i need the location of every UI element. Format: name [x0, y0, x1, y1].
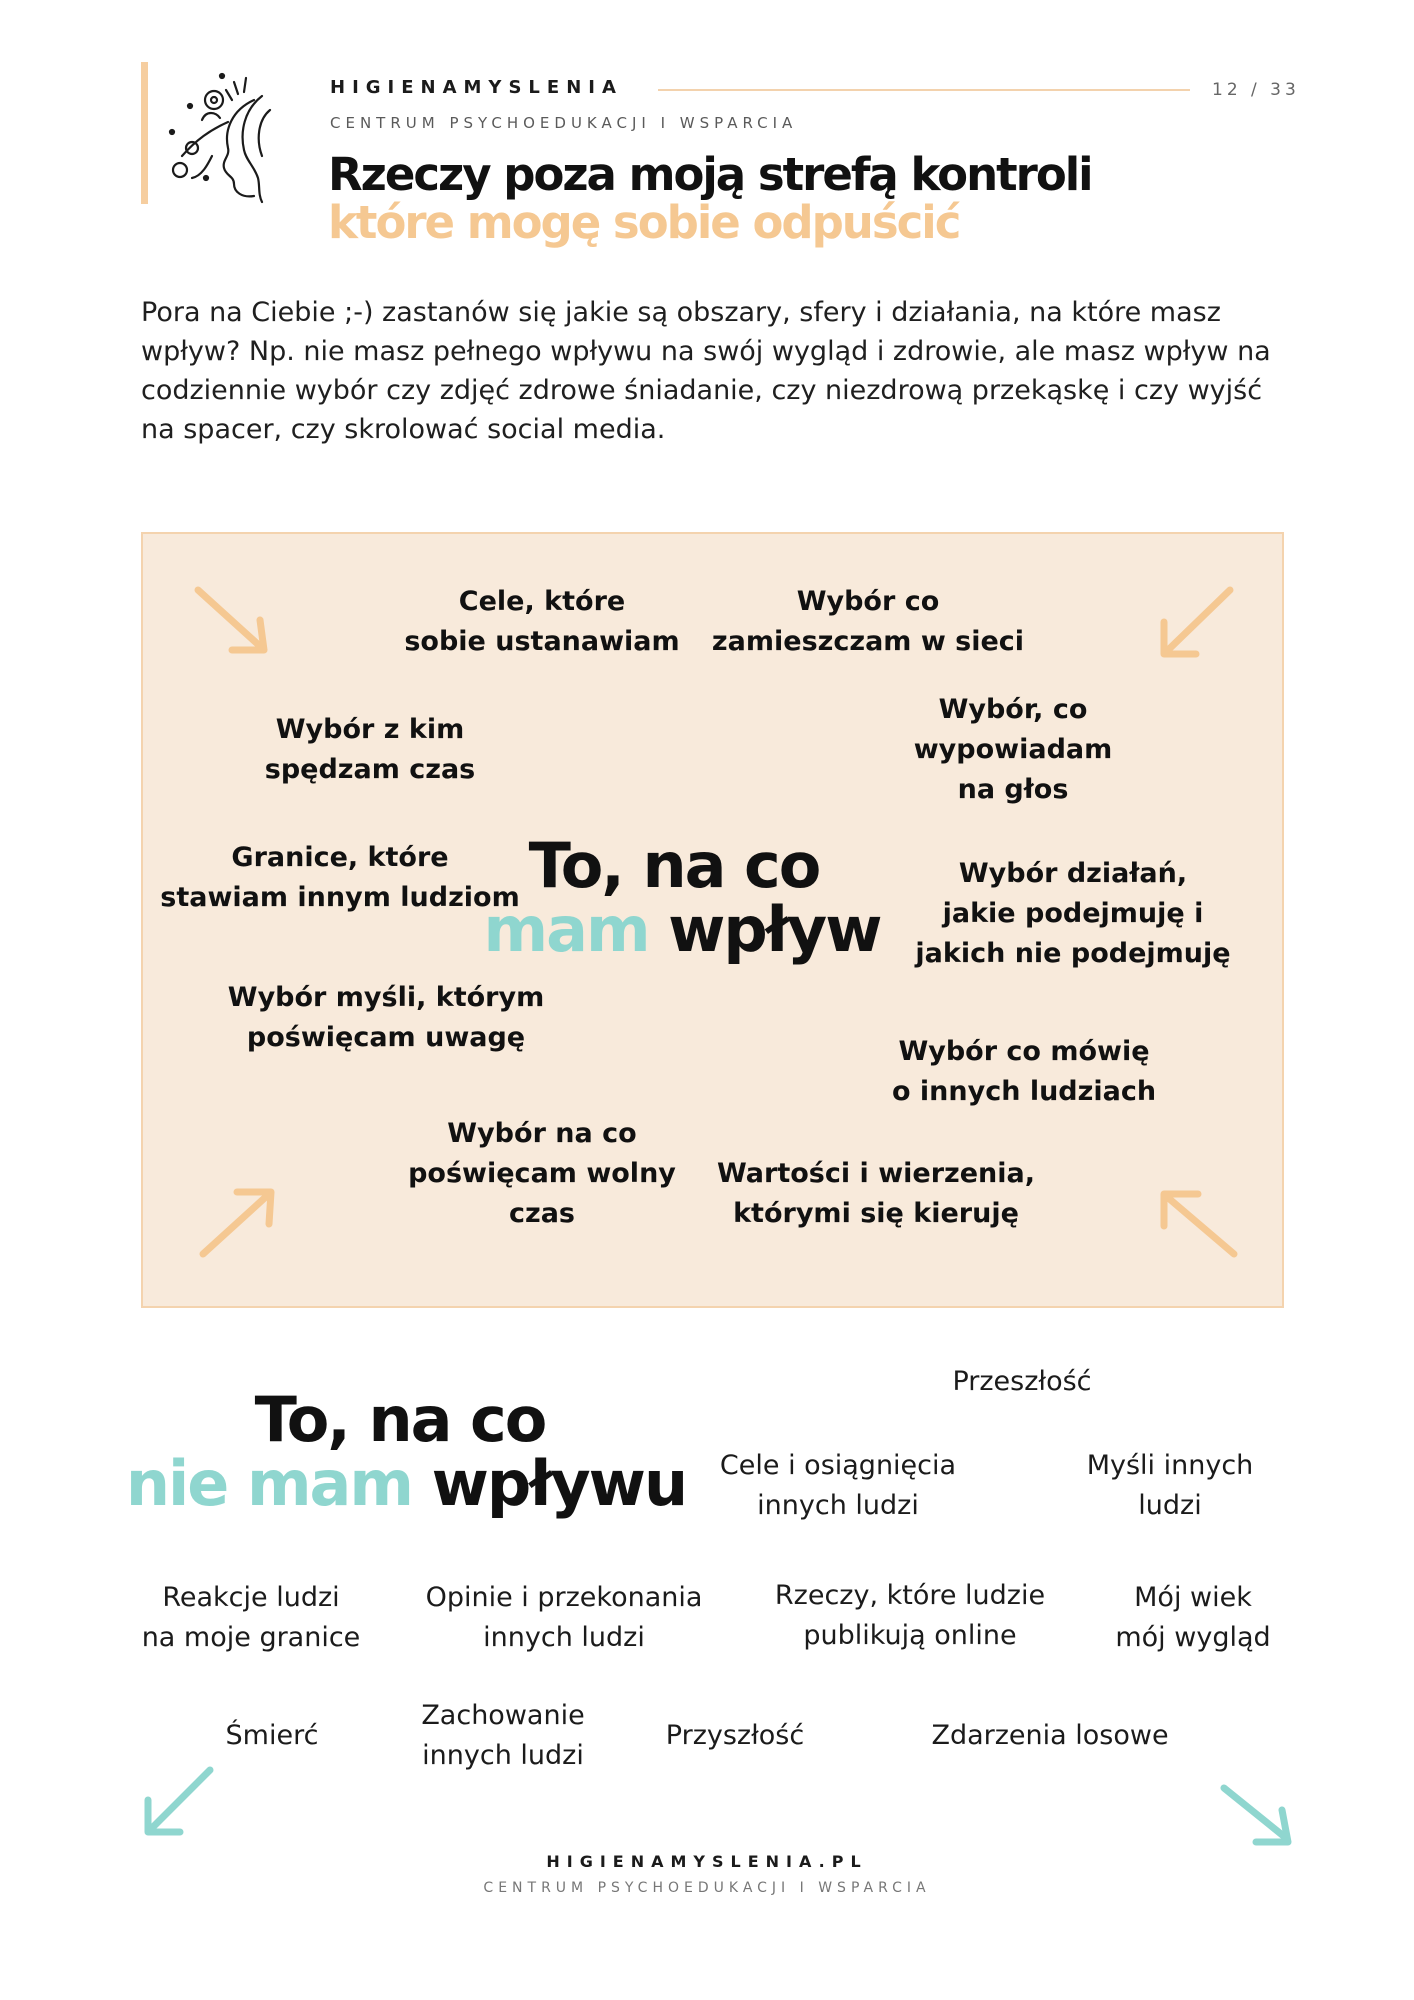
- influence-item-company: Wybór z kim spędzam czas: [264, 714, 476, 785]
- influence-center-line1: To, na co: [528, 829, 820, 902]
- no-influence-item-online: Rzeczy, które ludzie publikują online: [774, 1580, 1046, 1651]
- header-divider: [658, 89, 1190, 91]
- page-title: Rzeczy poza moją strefą kontroli: [328, 148, 1092, 201]
- no-influence-item-random-events: Zdarzenia losowe: [931, 1720, 1169, 1751]
- no-influence-item-others-goals: Cele i osiągnięcia innych ludzi: [719, 1450, 957, 1521]
- arrow-up-left-icon: [1152, 1182, 1242, 1264]
- brand-name: HIGIENAMYSLENIA: [330, 77, 623, 98]
- arrow-up-right-icon: [195, 1182, 285, 1264]
- influence-item-speech: Wybór, co wypowiadam na głos: [913, 694, 1113, 805]
- influence-item-boundaries: Granice, które stawiam innym ludziom: [160, 842, 520, 913]
- influence-item-thoughts: Wybór myśli, którym poświęcam uwagę: [227, 982, 545, 1053]
- arrow-down-right-icon: [190, 582, 280, 664]
- influence-item-online-posts: Wybór co zamieszczam w sieci: [711, 586, 1025, 657]
- no-influence-center-line1: To, na co: [254, 1383, 546, 1456]
- influence-item-values: Wartości i wierzenia, którymi się kieruję: [716, 1158, 1036, 1229]
- no-influence-item-future: Przyszłość: [665, 1720, 805, 1751]
- footer-subtitle: CENTRUM PSYCHOEDUKACJI I WSPARCIA: [483, 1880, 931, 1896]
- arrow-teal-down-left-icon: [140, 1762, 220, 1842]
- no-influence-item-behavior: Zachowanie innych ludzi: [421, 1700, 585, 1771]
- brand-subtitle: CENTRUM PSYCHOEDUKACJI I WSPARCIA: [330, 114, 798, 132]
- footer-brand: HIGIENAMYSLENIA.PL: [546, 1852, 868, 1871]
- no-influence-item-reactions: Reakcje ludzi na moje granice: [141, 1582, 361, 1653]
- no-influence-item-age-look: Mój wiek mój wygląd: [1115, 1582, 1271, 1653]
- influence-item-actions: Wybór działań, jakie podejmuję i jakich nie podejmuję: [915, 858, 1231, 969]
- no-influence-center-line2: nie mam wpływu: [125, 1447, 687, 1520]
- intro-paragraph: Pora na Ciebie ;-) zastanów się jakie są obszary, sfery i działania, na które masz wpływ? Np. nie masz pełnego wpływu na swój wygląd i zdrowie, ale masz wpływ na codziennie wybór czy zdjęć zdrowe śniadanie, czy niezdrową przekąskę i czy wyjść na spacer, czy skrolować social media.: [141, 297, 1271, 445]
- arrow-teal-down-right-icon: [1216, 1780, 1296, 1850]
- influence-center-line2: mam wpływ: [483, 893, 881, 966]
- page-number: 12 / 33: [1212, 80, 1300, 100]
- head-flower-logo-icon: [162, 60, 294, 206]
- no-influence-item-past: Przeszłość: [952, 1366, 1092, 1397]
- influence-item-talk-about-others: Wybór co mówię o innych ludziach: [891, 1036, 1157, 1107]
- page-subtitle: które mogę sobie odpuścić: [328, 196, 960, 249]
- influence-item-free-time: Wybór na co poświęcam wolny czas: [408, 1118, 676, 1229]
- no-influence-item-opinions: Opinie i przekonania innych ludzi: [425, 1582, 703, 1653]
- influence-item-goals: Cele, które sobie ustanawiam: [404, 586, 680, 657]
- arrow-down-left-icon: [1150, 582, 1240, 664]
- no-influence-item-others-thoughts: Myśli innych ludzi: [1086, 1450, 1254, 1521]
- no-influence-item-death: Śmierć: [225, 1720, 319, 1751]
- header-accent-bar: [141, 62, 148, 204]
